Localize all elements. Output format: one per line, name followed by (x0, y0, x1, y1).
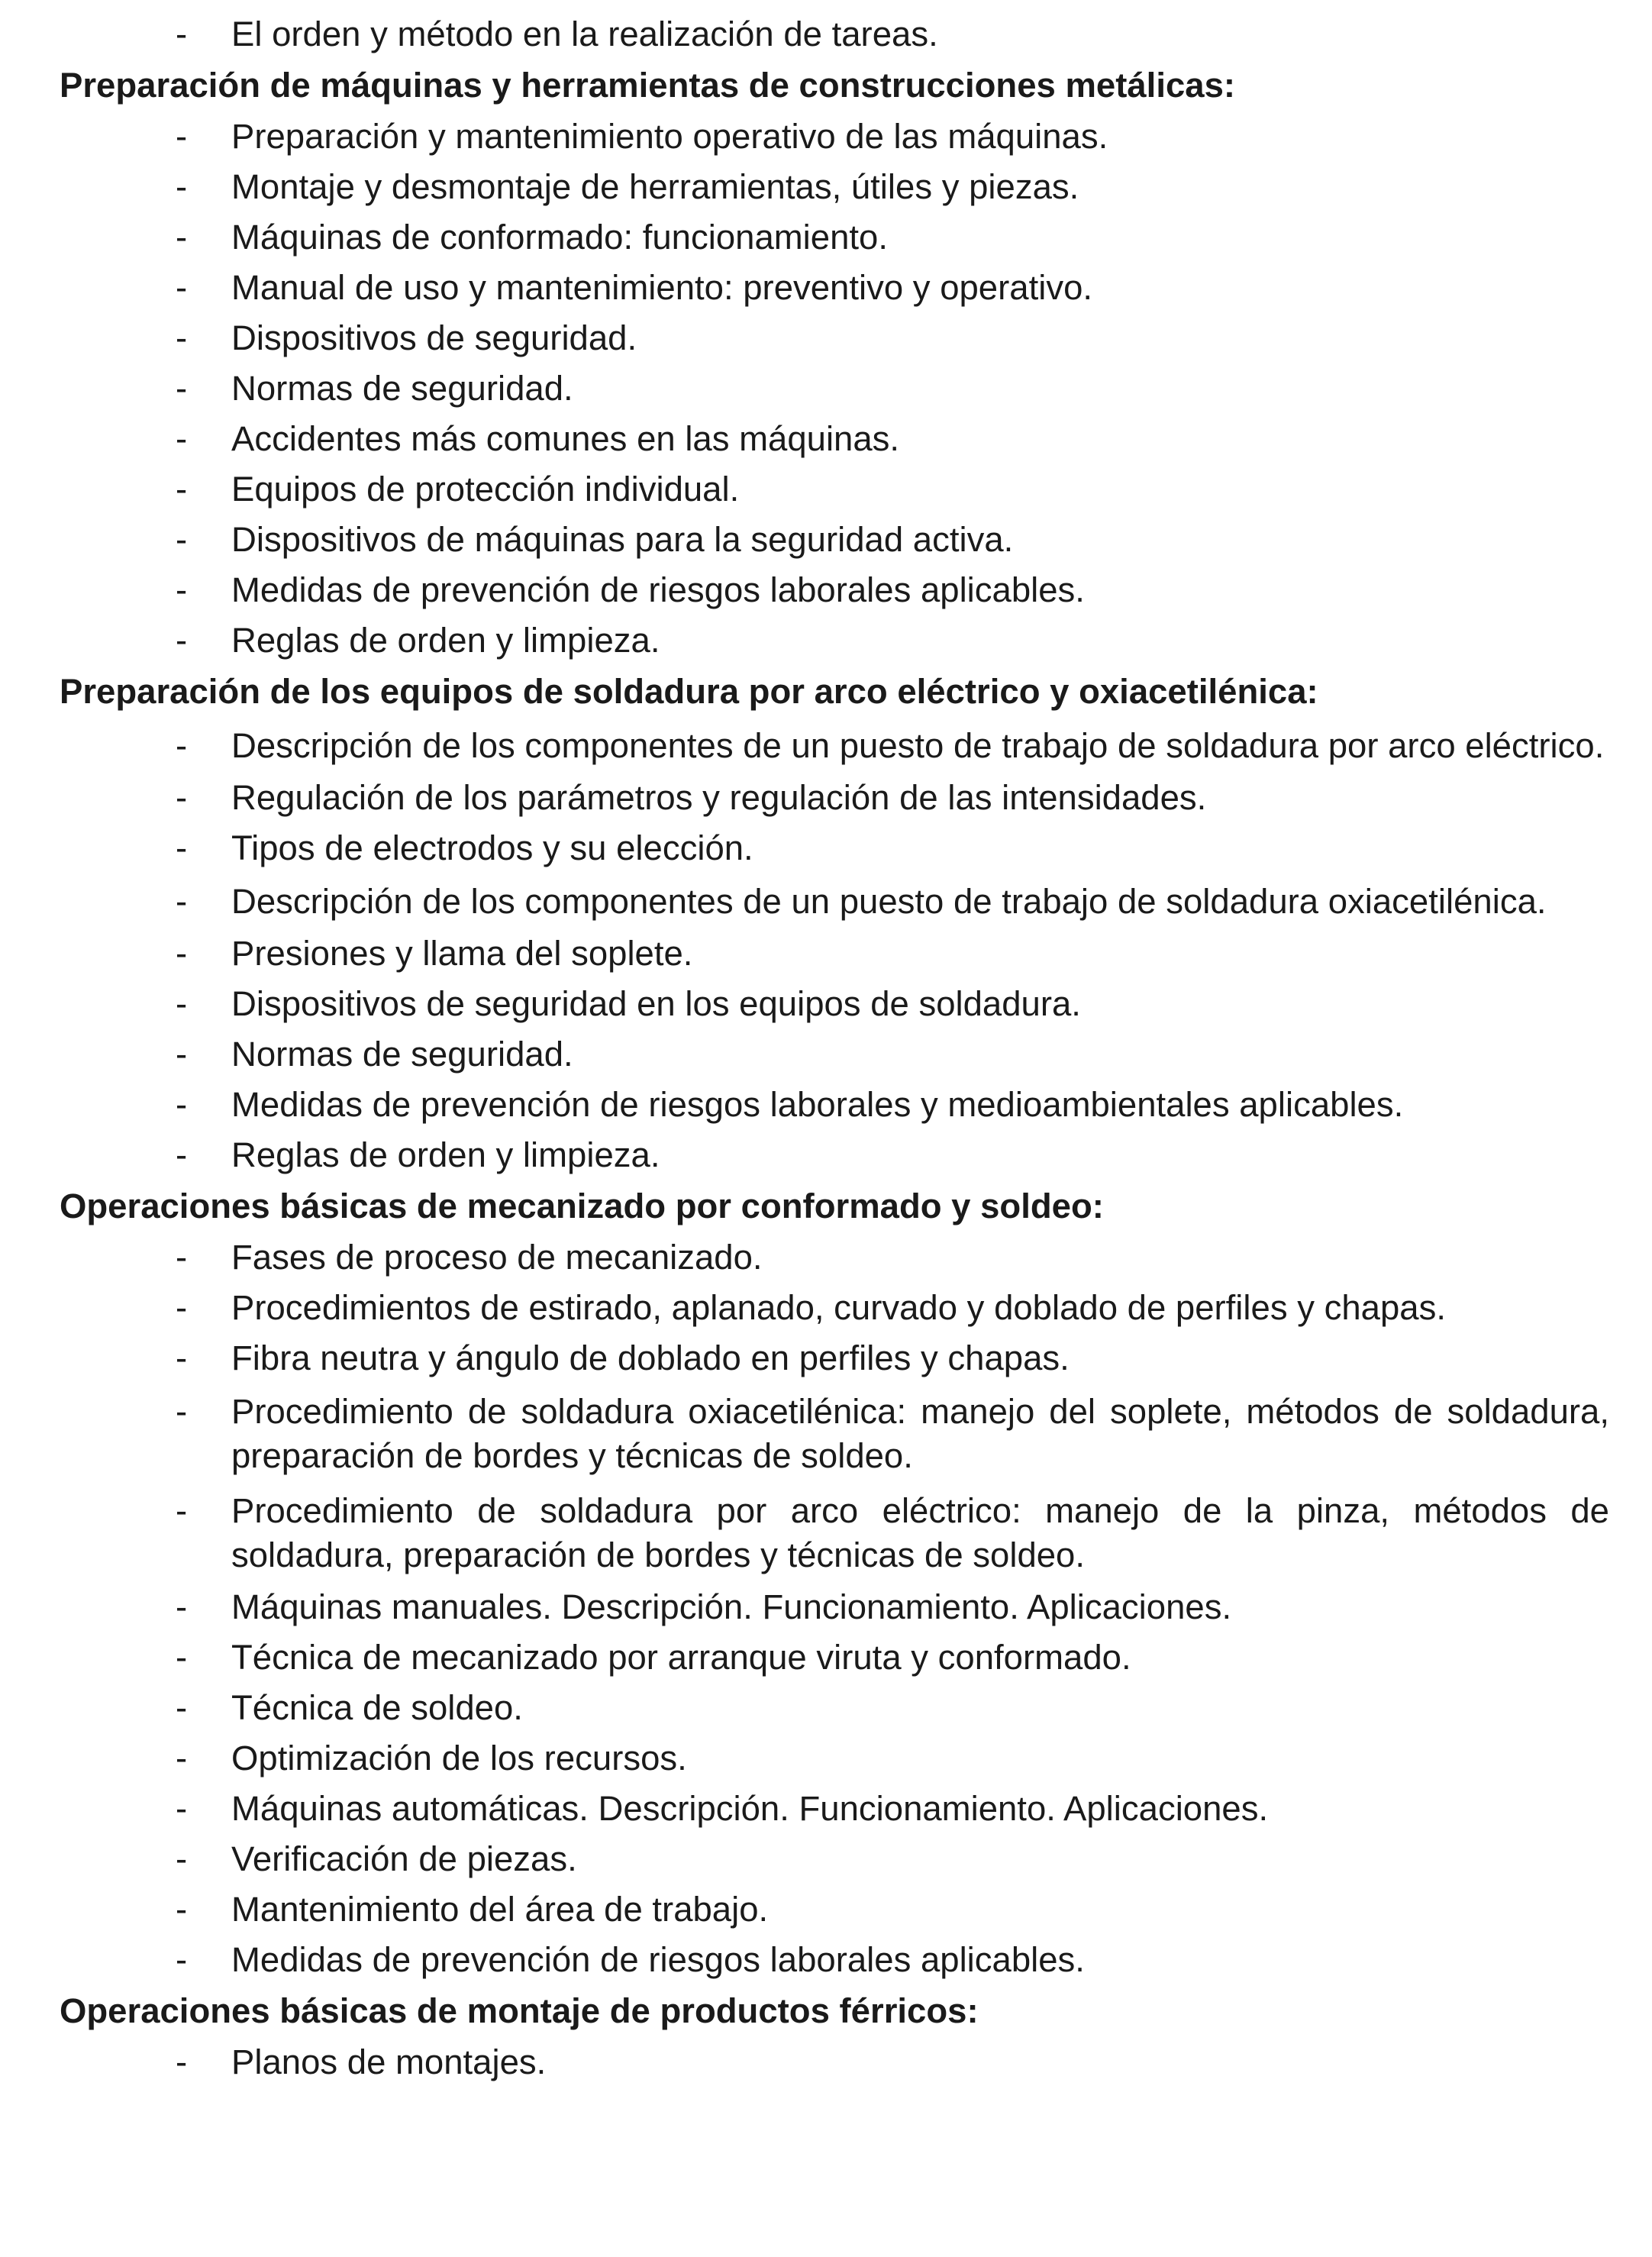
list-item (60, 9, 1609, 60)
section-heading: Preparación de máquinas y herramientas de construcciones metálicas: (60, 66, 1236, 105)
bullet-dash: - (176, 1085, 188, 1124)
list-item-text: Regulación de los parámetros y regulación de las intensidades. (231, 778, 1207, 817)
list-item-text: Equipos de protección individual. (231, 470, 740, 509)
list-item (60, 873, 1609, 928)
section-list (60, 1232, 1609, 1985)
bullet-dash: - (176, 1739, 188, 1778)
list-item (60, 212, 1609, 263)
section-heading: Preparación de los equipos de soldadura por arco eléctrico y oxiacetilénica: (60, 672, 1318, 711)
bullet-dash: - (176, 268, 188, 307)
list-item-text: Medidas de prevención de riesgos laborales aplicables. (231, 1940, 1085, 1979)
bullet-dash: - (176, 882, 188, 921)
bullet-dash: - (176, 520, 188, 559)
list-item (60, 1130, 1609, 1180)
list-item (60, 615, 1609, 666)
list-item (60, 162, 1609, 212)
list-item-text: Reglas de orden y limpieza. (231, 1135, 660, 1174)
list-item (60, 363, 1609, 414)
list-item-text: Preparación y mantenimiento operativo de las máquinas. (231, 117, 1108, 156)
bullet-dash: - (176, 1135, 188, 1174)
list-item-text: Dispositivos de máquinas para la seguridad activa. (231, 520, 1014, 559)
list-item-text: Accidentes más comunes en las máquinas. (231, 419, 900, 458)
list-item-text: Normas de seguridad. (231, 369, 573, 408)
list-item (60, 263, 1609, 313)
bullet-dash: - (176, 15, 188, 53)
list-item-text: Máquinas de conformado: funcionamiento. (231, 218, 888, 257)
list-item-text: Técnica de soldeo. (231, 1688, 523, 1727)
bullet-dash: - (176, 726, 188, 765)
section-heading: Operaciones básicas de mecanizado por conformado y soldeo: (60, 1187, 1104, 1225)
section-list (60, 9, 1609, 60)
list-item-text: Reglas de orden y limpieza. (231, 621, 660, 660)
list-item (60, 464, 1609, 515)
bullet-dash: - (176, 828, 188, 867)
bullet-dash: - (176, 218, 188, 257)
bullet-dash: - (176, 1587, 188, 1626)
list-item (60, 565, 1609, 615)
list-item-text: Descripción de los componentes de un puesto de trabajo de soldadura oxiacetilénica. (231, 882, 1547, 921)
list-item-text: Medidas de prevención de riesgos laborales aplicables. (231, 570, 1085, 609)
bullet-dash: - (176, 1688, 188, 1727)
bullet-dash: - (176, 2042, 188, 2081)
list-item-text: Fibra neutra y ángulo de doblado en perfiles y chapas. (231, 1338, 1070, 1377)
list-item-text: Optimización de los recursos. (231, 1739, 687, 1778)
list-item (60, 1582, 1609, 1632)
list-item-text: Manual de uso y mantenimiento: preventivo y operativo. (231, 268, 1093, 307)
list-item (60, 773, 1609, 823)
list-item (60, 1683, 1609, 1733)
list-item (60, 1384, 1609, 1483)
section-list (60, 111, 1609, 666)
section-list (60, 718, 1609, 1180)
list-item (60, 1232, 1609, 1283)
list-item (60, 1483, 1609, 1582)
list-item (60, 1784, 1609, 1834)
list-item-text: El orden y método en la realización de tareas. (231, 15, 938, 53)
list-item-text: Medidas de prevención de riesgos laborales y medioambientales aplicables. (231, 1085, 1404, 1124)
list-item-text: Verificación de piezas. (231, 1839, 577, 1878)
list-item-text: Procedimiento de soldadura oxiacetilénica: manejo del soplete, métodos de soldadura, preparación de bordes y técnicas de soldeo. (231, 1392, 1609, 1475)
bullet-dash: - (176, 1839, 188, 1878)
list-item (60, 1733, 1609, 1784)
bullet-dash: - (176, 369, 188, 408)
bullet-dash: - (176, 419, 188, 458)
list-item-text: Procedimiento de soldadura por arco eléctrico: manejo de la pinza, métodos de soldadura, preparación de bordes y técnicas de soldeo. (231, 1491, 1609, 1574)
list-item-text: Planos de montajes. (231, 2042, 547, 2081)
bullet-dash: - (176, 1789, 188, 1828)
bullet-dash: - (176, 570, 188, 609)
list-item (60, 2037, 1609, 2087)
bullet-dash: - (176, 1638, 188, 1677)
bullet-dash: - (176, 117, 188, 156)
bullet-dash: - (176, 1392, 188, 1431)
list-item-text: Descripción de los componentes de un puesto de trabajo de soldadura por arco eléctrico. (231, 726, 1605, 765)
list-item (60, 718, 1609, 773)
list-item (60, 1029, 1609, 1080)
bullet-dash: - (176, 1288, 188, 1327)
bullet-dash: - (176, 1035, 188, 1074)
section-list (60, 2037, 1609, 2087)
bullet-dash: - (176, 167, 188, 206)
bullet-dash: - (176, 778, 188, 817)
list-item-text: Máquinas manuales. Descripción. Funcionamiento. Aplicaciones. (231, 1587, 1232, 1626)
list-item-text: Dispositivos de seguridad. (231, 318, 637, 357)
section-heading: Operaciones básicas de montaje de productos férricos: (60, 1991, 979, 2030)
list-item (60, 1884, 1609, 1935)
list-item (60, 111, 1609, 162)
list-item (60, 928, 1609, 979)
bullet-dash: - (176, 318, 188, 357)
bullet-dash: - (176, 934, 188, 973)
list-item-text: Fases de proceso de mecanizado. (231, 1238, 763, 1277)
list-item (60, 1632, 1609, 1683)
list-item-text: Máquinas automáticas. Descripción. Funcionamiento. Aplicaciones. (231, 1789, 1269, 1828)
list-item-text: Presiones y llama del soplete. (231, 934, 693, 973)
bullet-dash: - (176, 1940, 188, 1979)
list-item-text: Montaje y desmontaje de herramientas, útiles y piezas. (231, 167, 1079, 206)
list-item (60, 1333, 1609, 1384)
list-item-text: Mantenimiento del área de trabajo. (231, 1890, 769, 1929)
list-item-text: Dispositivos de seguridad en los equipos de soldadura. (231, 984, 1081, 1023)
bullet-dash: - (176, 984, 188, 1023)
list-item (60, 979, 1609, 1029)
list-item (60, 414, 1609, 464)
bullet-dash: - (176, 1890, 188, 1929)
document-content (60, 9, 1609, 2087)
bullet-dash: - (176, 621, 188, 660)
list-item (60, 1834, 1609, 1884)
list-item (60, 1935, 1609, 1985)
list-item-text: Técnica de mecanizado por arranque viruta y conformado. (231, 1638, 1131, 1677)
bullet-dash: - (176, 1338, 188, 1377)
bullet-dash: - (176, 1491, 188, 1530)
list-item-text: Procedimientos de estirado, aplanado, curvado y doblado de perfiles y chapas. (231, 1288, 1446, 1327)
list-item (60, 1283, 1609, 1333)
bullet-dash: - (176, 470, 188, 509)
list-item (60, 515, 1609, 565)
list-item-text: Tipos de electrodos y su elección. (231, 828, 753, 867)
list-item-text: Normas de seguridad. (231, 1035, 573, 1074)
list-item (60, 823, 1609, 873)
list-item (60, 1080, 1609, 1130)
bullet-dash: - (176, 1238, 188, 1277)
list-item (60, 313, 1609, 363)
